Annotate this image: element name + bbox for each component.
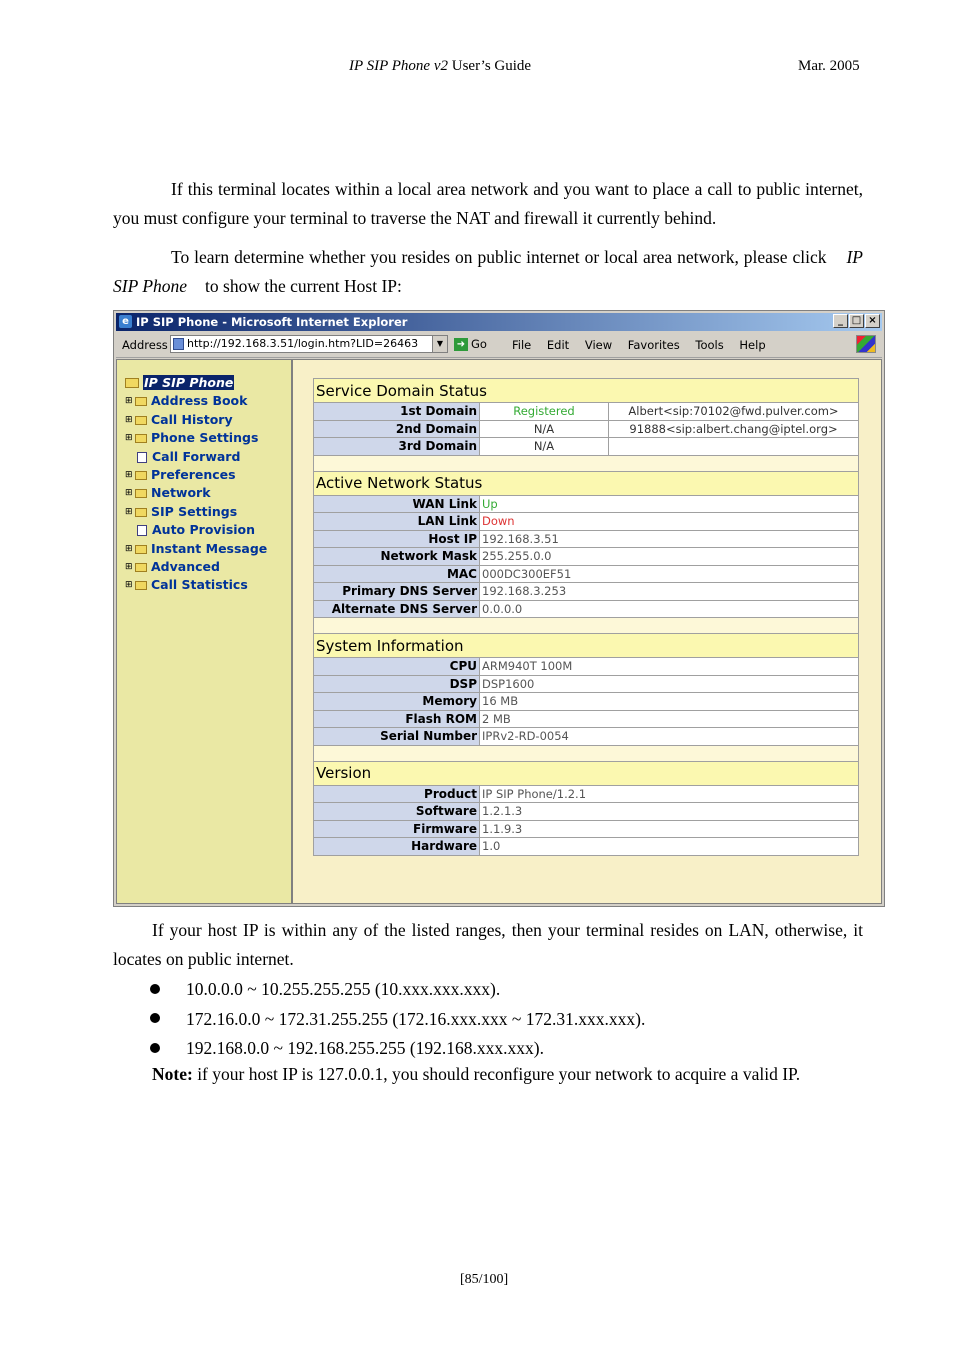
- spacer: [314, 745, 859, 761]
- table-row: [314, 785, 859, 803]
- bullet-icon: [150, 1013, 160, 1023]
- tree-item-call-statistics[interactable]: ⊞ Call Statistics: [125, 577, 248, 593]
- row-label: Network Mask: [314, 548, 480, 566]
- folder-icon: [135, 489, 147, 498]
- paragraph-2-after: to show the current Host IP:: [205, 276, 402, 296]
- tree-item-label[interactable]: Preferences: [151, 466, 236, 482]
- menu-edit[interactable]: Edit: [546, 338, 570, 352]
- tree-item-label[interactable]: SIP Settings: [151, 503, 238, 519]
- row-label: WAN Link: [314, 495, 480, 513]
- row-value: ARM940T 100M: [480, 658, 859, 676]
- row-label: Hardware: [314, 838, 480, 856]
- tree-item-label[interactable]: Call Forward: [152, 448, 241, 464]
- header-title-italic: IP SIP Phone v2: [349, 58, 449, 74]
- row-value: Down: [480, 513, 859, 531]
- row-label: MAC: [314, 565, 480, 583]
- address-url: http://192.168.3.51/login.htm?LID=26463: [187, 337, 419, 350]
- table-row: [314, 675, 859, 693]
- row-label: Product: [314, 785, 480, 803]
- paragraph-1: [113, 175, 863, 233]
- section-title: Active Network Status: [314, 471, 859, 495]
- row-label: Memory: [314, 693, 480, 711]
- tree-item-label[interactable]: Address Book: [151, 393, 248, 409]
- table-row: [314, 838, 859, 856]
- row-value: Up: [480, 495, 859, 513]
- bullet-icon: [150, 984, 160, 994]
- domain-account: Albert<sip:70102@fwd.pulver.com>: [609, 403, 859, 421]
- row-label: Serial Number: [314, 728, 480, 746]
- browser-screenshot: [113, 310, 885, 907]
- row-label: 3rd Domain: [314, 438, 480, 456]
- document-icon: [137, 525, 147, 536]
- table-row: [314, 728, 859, 746]
- domain-status: N/A: [480, 420, 609, 438]
- tree-item-label[interactable]: Call Statistics: [151, 577, 248, 593]
- row-label: Flash ROM: [314, 710, 480, 728]
- window-buttons: [832, 314, 880, 332]
- row-label: Software: [314, 803, 480, 821]
- menu-tools[interactable]: Tools: [695, 338, 724, 352]
- tree-item-call-history[interactable]: ⊞ Call History: [125, 411, 233, 427]
- menu-help[interactable]: Help: [739, 338, 766, 352]
- row-value: IP SIP Phone/1.2.1: [480, 785, 859, 803]
- folder-icon: [135, 434, 147, 443]
- folder-icon: [135, 397, 147, 406]
- nav-tree: [125, 374, 267, 595]
- menu-file[interactable]: File: [512, 338, 532, 352]
- table-row: [314, 403, 859, 421]
- status-table: [313, 378, 859, 856]
- folder-icon: [135, 581, 147, 590]
- address-bar: [116, 333, 882, 358]
- tree-item-label[interactable]: Advanced: [151, 558, 220, 574]
- row-label: Firmware: [314, 820, 480, 838]
- go-button[interactable]: [454, 337, 487, 351]
- section-title: Service Domain Status: [314, 379, 859, 403]
- tree-item-label[interactable]: Phone Settings: [151, 430, 259, 446]
- table-row: [314, 693, 859, 711]
- row-value: 192.168.3.253: [480, 583, 859, 601]
- menu-favorites[interactable]: Favorites: [627, 338, 680, 352]
- ip-sip-phone-link-text: IP SIP Phone: [113, 247, 863, 296]
- list-item-text: 172.16.0.0 ~ 172.31.255.255 (172.16.xxx.xxx ~ 172.31.xxx.xxx).: [186, 1008, 646, 1029]
- table-row: [314, 530, 859, 548]
- row-label: Host IP: [314, 530, 480, 548]
- page-number: [85/100]: [460, 1272, 509, 1287]
- close-icon[interactable]: ×: [865, 314, 880, 328]
- row-value: 2 MB: [480, 710, 859, 728]
- list-item-text: 192.168.0.0 ~ 192.168.255.255 (192.168.xxx.xxx).: [186, 1038, 544, 1058]
- row-label: CPU: [314, 658, 480, 676]
- row-label: LAN Link: [314, 513, 480, 531]
- tree-item-call-forward[interactable]: [125, 448, 267, 466]
- table-row: [314, 438, 859, 456]
- spacer: [314, 455, 859, 471]
- row-value: 0.0.0.0: [480, 600, 859, 618]
- ip-range-list: [150, 975, 645, 1064]
- tree-item-advanced[interactable]: ⊞ Advanced: [125, 558, 220, 574]
- paragraph-3: [113, 916, 863, 974]
- chevron-down-icon[interactable]: ▼: [432, 336, 447, 352]
- go-label: Go: [471, 337, 487, 351]
- table-row: [314, 820, 859, 838]
- list-item-text: 10.0.0.0 ~ 10.255.255.255 (10.xxx.xxx.xxx).: [186, 979, 501, 999]
- note-text: if your host IP is 127.0.0.1, you should reconfigure your network to acquire a valid IP.: [192, 1064, 801, 1084]
- table-row: [314, 583, 859, 601]
- table-row: [314, 420, 859, 438]
- folder-icon: [135, 471, 147, 480]
- address-label: Address: [122, 338, 168, 352]
- browser-titlebar: [116, 313, 882, 331]
- tree-item-preferences[interactable]: ⊞ Preferences: [125, 466, 236, 482]
- table-row: [314, 548, 859, 566]
- paragraph-1-text: If this terminal locates within a local area network and you want to place a call to public internet, you must configure your terminal to traverse the NAT and firewall it currently behind.: [113, 179, 863, 228]
- row-label: 1st Domain: [314, 403, 480, 421]
- row-value: 1.2.1.3: [480, 803, 859, 821]
- table-row: [314, 565, 859, 583]
- tree-item-label[interactable]: Network: [151, 485, 211, 501]
- row-label: Alternate DNS Server: [314, 600, 480, 618]
- note-label: Note:: [152, 1064, 193, 1084]
- header-title: [349, 58, 531, 75]
- document-icon: [137, 452, 147, 463]
- tree-item-label[interactable]: Call History: [151, 411, 233, 427]
- paragraph-2: [113, 243, 863, 301]
- tree-item-phone-settings[interactable]: ⊞ Phone Settings: [125, 430, 259, 446]
- table-row: [314, 495, 859, 513]
- tree-item-label[interactable]: Instant Message: [151, 540, 268, 556]
- browser-title: IP SIP Phone - Microsoft Internet Explorer: [136, 315, 408, 329]
- ie-icon: e: [119, 315, 132, 328]
- row-value: 1.1.9.3: [480, 820, 859, 838]
- spacer: [314, 618, 859, 634]
- section-title: Version: [314, 761, 859, 785]
- tree-item-label[interactable]: Auto Provision: [152, 522, 256, 538]
- folder-icon: [135, 545, 147, 554]
- menu-view[interactable]: View: [584, 338, 613, 352]
- row-value: 000DC300EF51: [480, 565, 859, 583]
- header-date: Mar. 2005: [798, 58, 860, 74]
- tree-item-auto-provision[interactable]: [125, 521, 267, 539]
- list-item: [150, 975, 645, 1005]
- table-row: [314, 658, 859, 676]
- tree-item-address-book[interactable]: ⊞ Address Book: [125, 393, 248, 409]
- row-label: 2nd Domain: [314, 420, 480, 438]
- row-label: DSP: [314, 675, 480, 693]
- bullet-icon: [150, 1043, 160, 1053]
- domain-status: Registered: [480, 403, 609, 421]
- nav-tree-pane: [117, 360, 293, 903]
- table-row: [314, 710, 859, 728]
- tree-root-label[interactable]: IP SIP Phone: [144, 375, 234, 390]
- domain-status: N/A: [480, 438, 609, 456]
- go-arrow-icon: ➜: [454, 338, 468, 351]
- header-title-rest: User’s Guide: [448, 58, 532, 74]
- tree-item-network[interactable]: ⊞ Network: [125, 485, 211, 501]
- domain-account: 91888<sip:albert.chang@iptel.org>: [609, 420, 859, 438]
- row-value: DSP1600: [480, 675, 859, 693]
- open-folder-icon: [125, 378, 139, 388]
- folder-icon: [135, 563, 147, 572]
- table-row: [314, 600, 859, 618]
- status-pane: [313, 378, 858, 856]
- host-ip-value: 192.168.3.51: [480, 530, 859, 548]
- folder-icon: [135, 416, 147, 425]
- row-value: 255.255.0.0: [480, 548, 859, 566]
- folder-icon: [135, 508, 147, 517]
- list-item: [150, 1005, 645, 1035]
- tree-item-sip-settings[interactable]: ⊞ SIP Settings: [125, 503, 238, 519]
- paragraph-3-text: If your host IP is within any of the listed ranges, then your terminal resides on LAN, otherwise, it locates on public internet.: [113, 920, 863, 969]
- paragraph-2-before: To learn determine whether you resides on public internet or local area network, please click: [171, 247, 827, 267]
- list-item: [150, 1034, 645, 1064]
- section-title: System Information: [314, 634, 859, 658]
- address-input[interactable]: [170, 335, 448, 353]
- row-value: 16 MB: [480, 693, 859, 711]
- maximize-icon[interactable]: □: [849, 314, 864, 328]
- row-value: IPRv2-RD-0054: [480, 728, 859, 746]
- page-icon: [173, 338, 184, 350]
- domain-account: [609, 438, 859, 456]
- table-row: [314, 803, 859, 821]
- row-label: Primary DNS Server: [314, 583, 480, 601]
- tree-item-instant-message[interactable]: ⊞ Instant Message: [125, 540, 268, 556]
- minimize-icon[interactable]: _: [833, 314, 848, 328]
- menu-bar: [512, 338, 778, 352]
- note: [152, 1064, 800, 1085]
- row-value: 1.0: [480, 838, 859, 856]
- windows-logo-icon: [856, 335, 876, 353]
- page-content: [116, 359, 882, 904]
- table-row: [314, 513, 859, 531]
- tree-root[interactable]: [125, 374, 267, 392]
